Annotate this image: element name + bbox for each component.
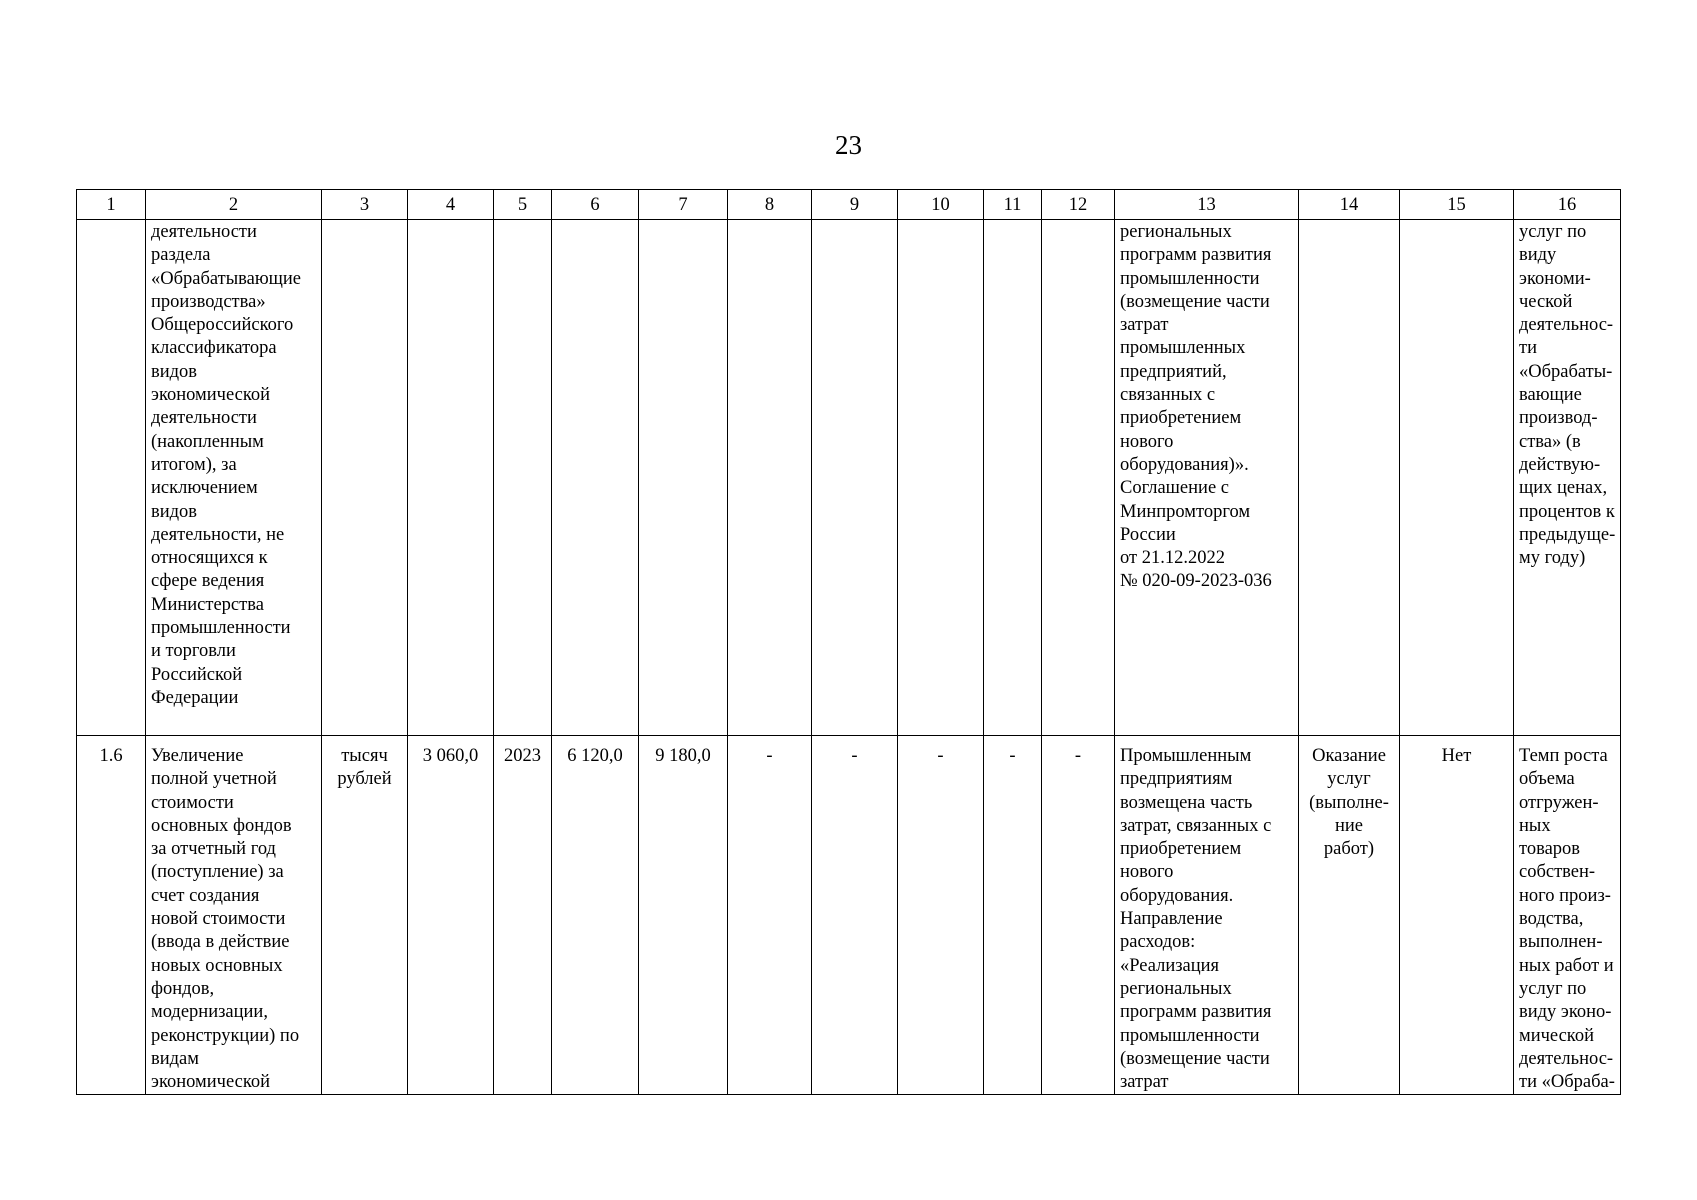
- text-line: промышленности: [1120, 1025, 1260, 1046]
- text-line: (выполне-: [1309, 792, 1389, 813]
- text-line: предприятий,: [1120, 361, 1227, 382]
- text-line: основных фондов: [151, 815, 292, 836]
- text-line: «Реализация: [1120, 955, 1220, 976]
- text-line: деятельнос-: [1519, 1048, 1614, 1069]
- text-line: тысяч: [341, 746, 388, 766]
- text-line: рублей: [337, 769, 392, 790]
- text-line: новых основных: [151, 955, 283, 976]
- cell-col12: [1042, 220, 1115, 736]
- text-line: вающие: [1519, 385, 1582, 406]
- header-cell: 4: [408, 190, 494, 220]
- text-line: (возмещение части: [1120, 291, 1270, 312]
- text-line: возмещена часть: [1120, 792, 1253, 813]
- text-line: видам: [151, 1048, 199, 1069]
- header-cell: 12: [1042, 190, 1115, 220]
- text-line: видов: [151, 361, 198, 382]
- text-line: ства» (в: [1519, 431, 1581, 452]
- text-line: видов: [151, 501, 198, 522]
- cell-result-description: [1115, 736, 1299, 1095]
- text-line: экономической: [151, 1072, 271, 1093]
- cell-col8: [728, 220, 812, 736]
- text-line: реконструкции) по: [151, 1025, 300, 1046]
- text-line: (возмещение части: [1120, 1048, 1270, 1069]
- text-line: Направление: [1120, 909, 1223, 930]
- header-cell: 16: [1514, 190, 1621, 220]
- text-line: ного произ-: [1519, 885, 1611, 906]
- text-line: ных: [1519, 815, 1551, 836]
- header-cell: 1: [77, 190, 146, 220]
- text-line: производ-: [1519, 408, 1598, 429]
- cell-base-value: 3 060,0: [408, 736, 494, 1095]
- text-line: процентов к: [1519, 501, 1615, 522]
- text-line: деятельности: [151, 222, 257, 242]
- text-line: раздела: [151, 245, 211, 266]
- header-cell: 5: [494, 190, 552, 220]
- cell-indicator-name: [146, 736, 322, 1095]
- text-line: России: [1120, 524, 1176, 545]
- text-line: программ развития: [1120, 245, 1272, 266]
- text-line: экономической: [151, 385, 271, 406]
- cell-col14: [1299, 220, 1400, 736]
- text-line: виду эконо-: [1519, 1002, 1612, 1023]
- cell-row-number: 1.6: [77, 736, 146, 1095]
- text-line: модернизации,: [151, 1002, 268, 1023]
- table-row-1-6: [77, 736, 1621, 1095]
- text-line: собствен-: [1519, 862, 1596, 883]
- cell-unit: [322, 736, 408, 1095]
- header-cell: 7: [639, 190, 728, 220]
- text-line: полной учетной: [151, 769, 277, 790]
- cell-col15: Нет: [1400, 736, 1514, 1095]
- cell-col7: [639, 220, 728, 736]
- cell-value-col7: 9 180,0: [639, 736, 728, 1095]
- table-row-continuation: [77, 220, 1621, 736]
- header-cell: 8: [728, 190, 812, 220]
- text-line: относящихся к: [151, 548, 268, 569]
- text-line: услуг: [1327, 769, 1371, 790]
- text-line: затрат: [1120, 1072, 1169, 1093]
- header-cell: 13: [1115, 190, 1299, 220]
- cell-related-indicator: [1514, 220, 1621, 736]
- text-line: оборудования.: [1120, 885, 1234, 906]
- text-line: программ развития: [1120, 1002, 1272, 1023]
- text-line: Промышленным: [1120, 746, 1252, 766]
- text-line: «Обрабаты-: [1519, 361, 1613, 382]
- text-line: Увеличение: [151, 746, 244, 766]
- text-line: работ): [1323, 839, 1375, 860]
- text-line: оборудования)».: [1120, 454, 1249, 475]
- cell-value-col8: -: [728, 736, 812, 1095]
- text-line: действую-: [1519, 454, 1601, 475]
- text-line: сфере ведения: [151, 571, 265, 592]
- text-line: деятельнос-: [1519, 315, 1614, 336]
- text-line: приобретением: [1120, 839, 1242, 860]
- text-line: новой стоимости: [151, 909, 286, 930]
- header-cell: 9: [812, 190, 898, 220]
- text-line: Соглашение с: [1120, 478, 1229, 499]
- text-line: промышленности: [151, 618, 291, 639]
- text-line: Минпромторгом: [1120, 501, 1251, 522]
- text-line: «Обрабатывающие: [151, 268, 302, 289]
- text-line: услуг по: [1519, 222, 1587, 242]
- text-line: и торговли: [151, 641, 236, 662]
- text-line: нового: [1120, 431, 1174, 452]
- text-line: (накопленным: [151, 431, 264, 452]
- text-line: исключением: [151, 478, 258, 499]
- text-line: региональных: [1120, 222, 1232, 242]
- text-line: классификатора: [151, 338, 277, 359]
- text-line: отгружен-: [1519, 792, 1599, 813]
- cell-value-col10: -: [898, 736, 984, 1095]
- page-number: 23: [835, 130, 862, 160]
- text-line: (ввода в действие: [151, 932, 290, 953]
- text-line: щих ценах,: [1519, 478, 1608, 499]
- cell-indicator-name: [146, 220, 322, 736]
- cell-value-col9: -: [812, 736, 898, 1095]
- text-line: ных работ и: [1519, 955, 1614, 976]
- text-line: производства»: [151, 291, 266, 312]
- text-line: затрат, связанных с: [1120, 815, 1272, 836]
- text-line: за отчетный год: [151, 839, 276, 860]
- cell-col9: [812, 220, 898, 736]
- text-line: выполнен-: [1519, 932, 1603, 953]
- text-line: затрат: [1120, 315, 1169, 336]
- cell-value-col11: -: [984, 736, 1042, 1095]
- text-line: деятельности, не: [151, 524, 285, 545]
- text-line: экономи-: [1519, 268, 1591, 289]
- text-line: услуг по: [1519, 978, 1587, 999]
- text-line: промышленности: [1120, 268, 1260, 289]
- text-line: объема: [1519, 769, 1575, 790]
- cell-related-indicator: [1514, 736, 1621, 1095]
- text-line: Федерации: [151, 687, 239, 708]
- text-line: предприятиям: [1120, 769, 1233, 790]
- text-line: водства,: [1519, 909, 1584, 930]
- text-line: Темп роста: [1519, 746, 1608, 766]
- text-line: виду: [1519, 245, 1557, 266]
- text-line: Министерства: [151, 594, 264, 615]
- data-table: [76, 189, 1621, 1095]
- cell-result-type: [1299, 736, 1400, 1095]
- text-line: ти «Обраба-: [1519, 1072, 1615, 1093]
- header-cell: 14: [1299, 190, 1400, 220]
- cell-col5: [494, 220, 552, 736]
- cell-col11: [984, 220, 1042, 736]
- header-cell: 3: [322, 190, 408, 220]
- cell-col10: [898, 220, 984, 736]
- text-line: региональных: [1120, 978, 1232, 999]
- cell-col4: [408, 220, 494, 736]
- text-line: промышленных: [1120, 338, 1246, 359]
- header-cell: 6: [552, 190, 639, 220]
- text-line: (поступление) за: [151, 862, 284, 883]
- text-line: счет создания: [151, 885, 260, 906]
- text-line: № 020-09-2023-036: [1120, 571, 1272, 592]
- cell-col15: [1400, 220, 1514, 736]
- text-line: от 21.12.2022: [1120, 548, 1225, 569]
- cell-col1: [77, 220, 146, 736]
- text-line: Оказание: [1312, 746, 1386, 766]
- text-line: ние: [1334, 815, 1363, 836]
- header-cell: 11: [984, 190, 1042, 220]
- cell-col3: [322, 220, 408, 736]
- header-cell: 10: [898, 190, 984, 220]
- text-line: стоимости: [151, 792, 234, 813]
- cell-base-year: 2023: [494, 736, 552, 1095]
- text-line: расходов:: [1120, 932, 1196, 953]
- text-line: деятельности: [151, 408, 257, 429]
- text-line: нового: [1120, 862, 1174, 883]
- header-cell: 15: [1400, 190, 1514, 220]
- cell-result-description: [1115, 220, 1299, 736]
- text-line: фондов,: [151, 978, 215, 999]
- cell-value-col12: -: [1042, 736, 1115, 1095]
- header-cell: 2: [146, 190, 322, 220]
- text-line: Российской: [151, 664, 243, 685]
- text-line: товаров: [1519, 839, 1581, 860]
- text-line: Общероссийского: [151, 315, 294, 336]
- text-line: итогом), за: [151, 454, 237, 475]
- text-line: мической: [1519, 1025, 1594, 1046]
- text-line: му году): [1519, 548, 1586, 569]
- text-line: ти: [1519, 338, 1537, 359]
- header-row: [77, 190, 1621, 220]
- text-line: предыдуще-: [1519, 524, 1616, 545]
- text-line: приобретением: [1120, 408, 1242, 429]
- cell-value-col6: 6 120,0: [552, 736, 639, 1095]
- cell-col6: [552, 220, 639, 736]
- text-line: ческой: [1519, 291, 1573, 312]
- text-line: связанных с: [1120, 385, 1216, 406]
